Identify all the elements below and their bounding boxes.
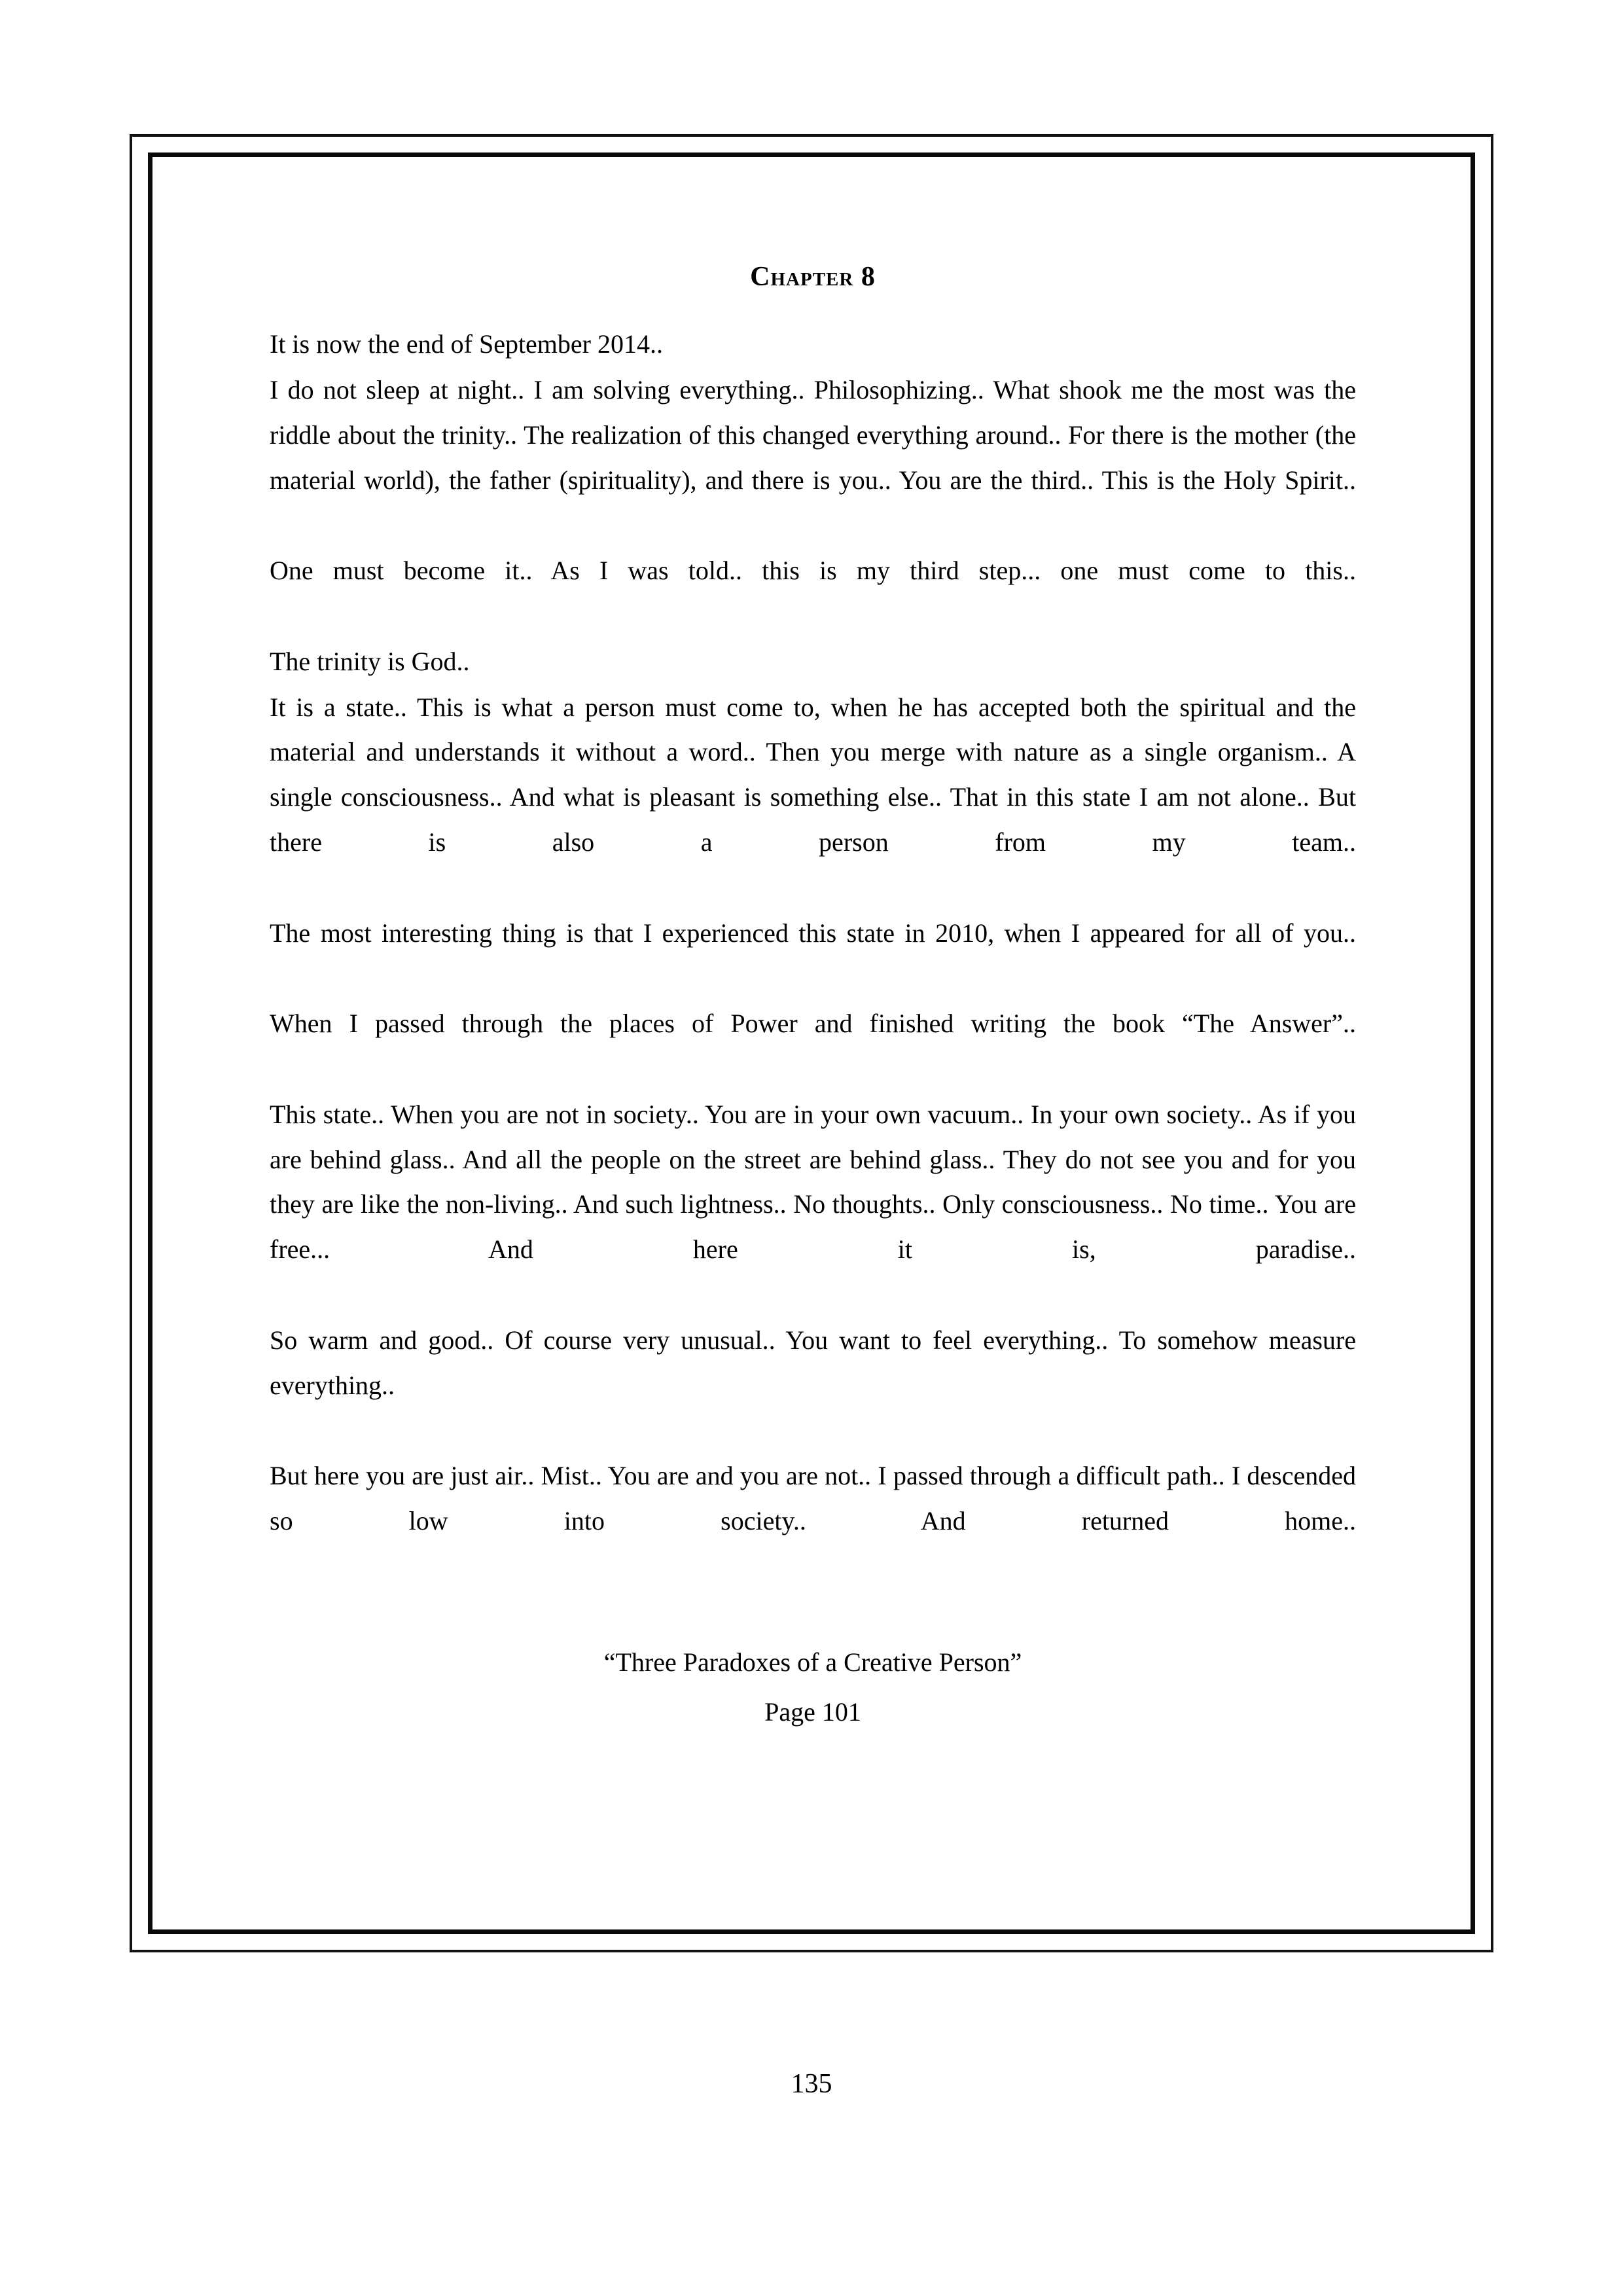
paragraph: But here you are just air.. Mist.. You are and you are not.. I passed through a difficult path.. I descended so low into society.. And returned home.. [270,1461,1356,1535]
paragraph: I do not sleep at night.. I am solving everything.. Philosophizing.. What shook me the most was the riddle about the trinity.. The realization of this changed everything around.. For there is the mother (the material world), the father (spirituality), and there is you.. You are the third.. This is the Holy Spirit.. [270,374,1356,495]
page-content [270,262,1356,1735]
paragraph: The trinity is God.. [270,646,470,676]
paragraph: The most interesting thing is that I experienced this state in 2010, when I appeared for all of you.. [270,918,1356,948]
paragraph: One must become it.. As I was told.. this is my third step... one must come to this.. [270,556,1356,586]
paragraph: It is a state.. This is what a person must come to, when he has accepted both the spiritual and the material and understands it without a word.. Then you merge with nature as a single organism.. A single consciousness.. And what is pleasant is something else.. That in this state I am not alone.. But there is also a person from my team.. [270,692,1356,857]
paragraph: This state.. When you are not in society.. You are in your own vacuum.. In your own society.. As if you are behind glass.. And all the people on the street are behind glass.. They do not see you and for you they are like the non-living.. And such lightness.. No thoughts.. Only consciousness.. No time.. You are free... And here it is, paradise.. [270,1099,1356,1265]
paragraph: When I passed through the places of Power and finished writing the book “The Answer”.. [270,1009,1356,1039]
cited-page-reference: Page 101 [764,1697,861,1727]
source-attribution [270,1640,1356,1736]
chapter-heading: Chapter 8 [750,262,876,292]
paragraph: It is now the end of September 2014.. [270,329,663,359]
cited-work-title: “Three Paradoxes of a Creative Person” [603,1647,1022,1677]
body-text [270,322,1356,1588]
paragraph: So warm and good.. Of course very unusual.. You want to feel everything.. To somehow measure everything.. [270,1325,1356,1400]
page-number: 135 [791,2069,832,2099]
